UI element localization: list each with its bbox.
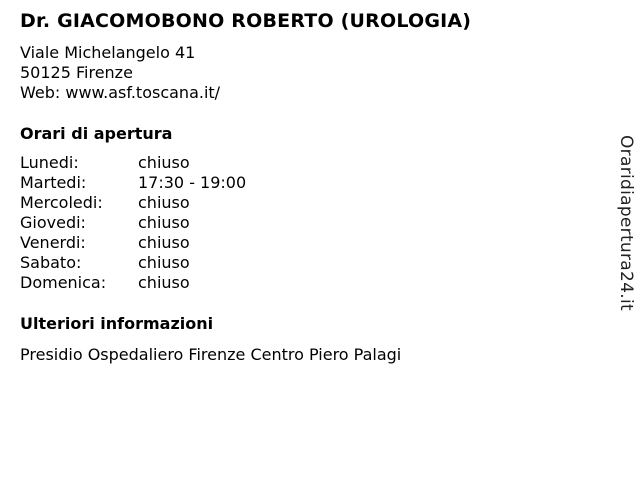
day-hours: chiuso [138,213,190,232]
more-info-text: Presidio Ospedaliero Firenze Centro Piero Palagi [20,345,402,364]
hours-row-saturday [20,253,246,273]
page-title: Dr. GIACOMOBONO ROBERTO (UROLOGIA) [20,10,472,32]
hours-row-thursday [20,213,246,233]
web-address[interactable]: Web: www.asf.toscana.it/ [20,83,221,102]
day-hours: chiuso [138,253,190,272]
day-hours: chiuso [138,273,190,292]
day-label: Venerdi: [20,233,86,252]
hours-row-tuesday [20,173,246,193]
day-label: Martedi: [20,173,87,192]
day-label: Mercoledi: [20,193,103,212]
hours-row-sunday [20,273,246,293]
hours-row-monday [20,153,246,173]
hours-row-friday [20,233,246,253]
day-hours: chiuso [138,233,190,252]
opening-hours-heading: Orari di apertura [20,124,173,143]
street-address: Viale Michelangelo 41 [20,43,196,62]
address-block [20,43,220,103]
day-label: Sabato: [20,253,82,272]
city-address: 50125 Firenze [20,63,133,82]
day-hours: chiuso [138,193,190,212]
day-label: Lunedi: [20,153,79,172]
day-label: Giovedi: [20,213,86,232]
day-hours: chiuso [138,153,190,172]
hours-row-wednesday [20,193,246,213]
brand-watermark [610,135,640,310]
day-hours: 17:30 - 19:00 [138,173,247,192]
brand-text: Oraridiapertura24.it [616,135,636,311]
more-info-heading: Ulteriori informazioni [20,314,214,333]
opening-hours-table [20,153,246,293]
day-label: Domenica: [20,273,107,292]
